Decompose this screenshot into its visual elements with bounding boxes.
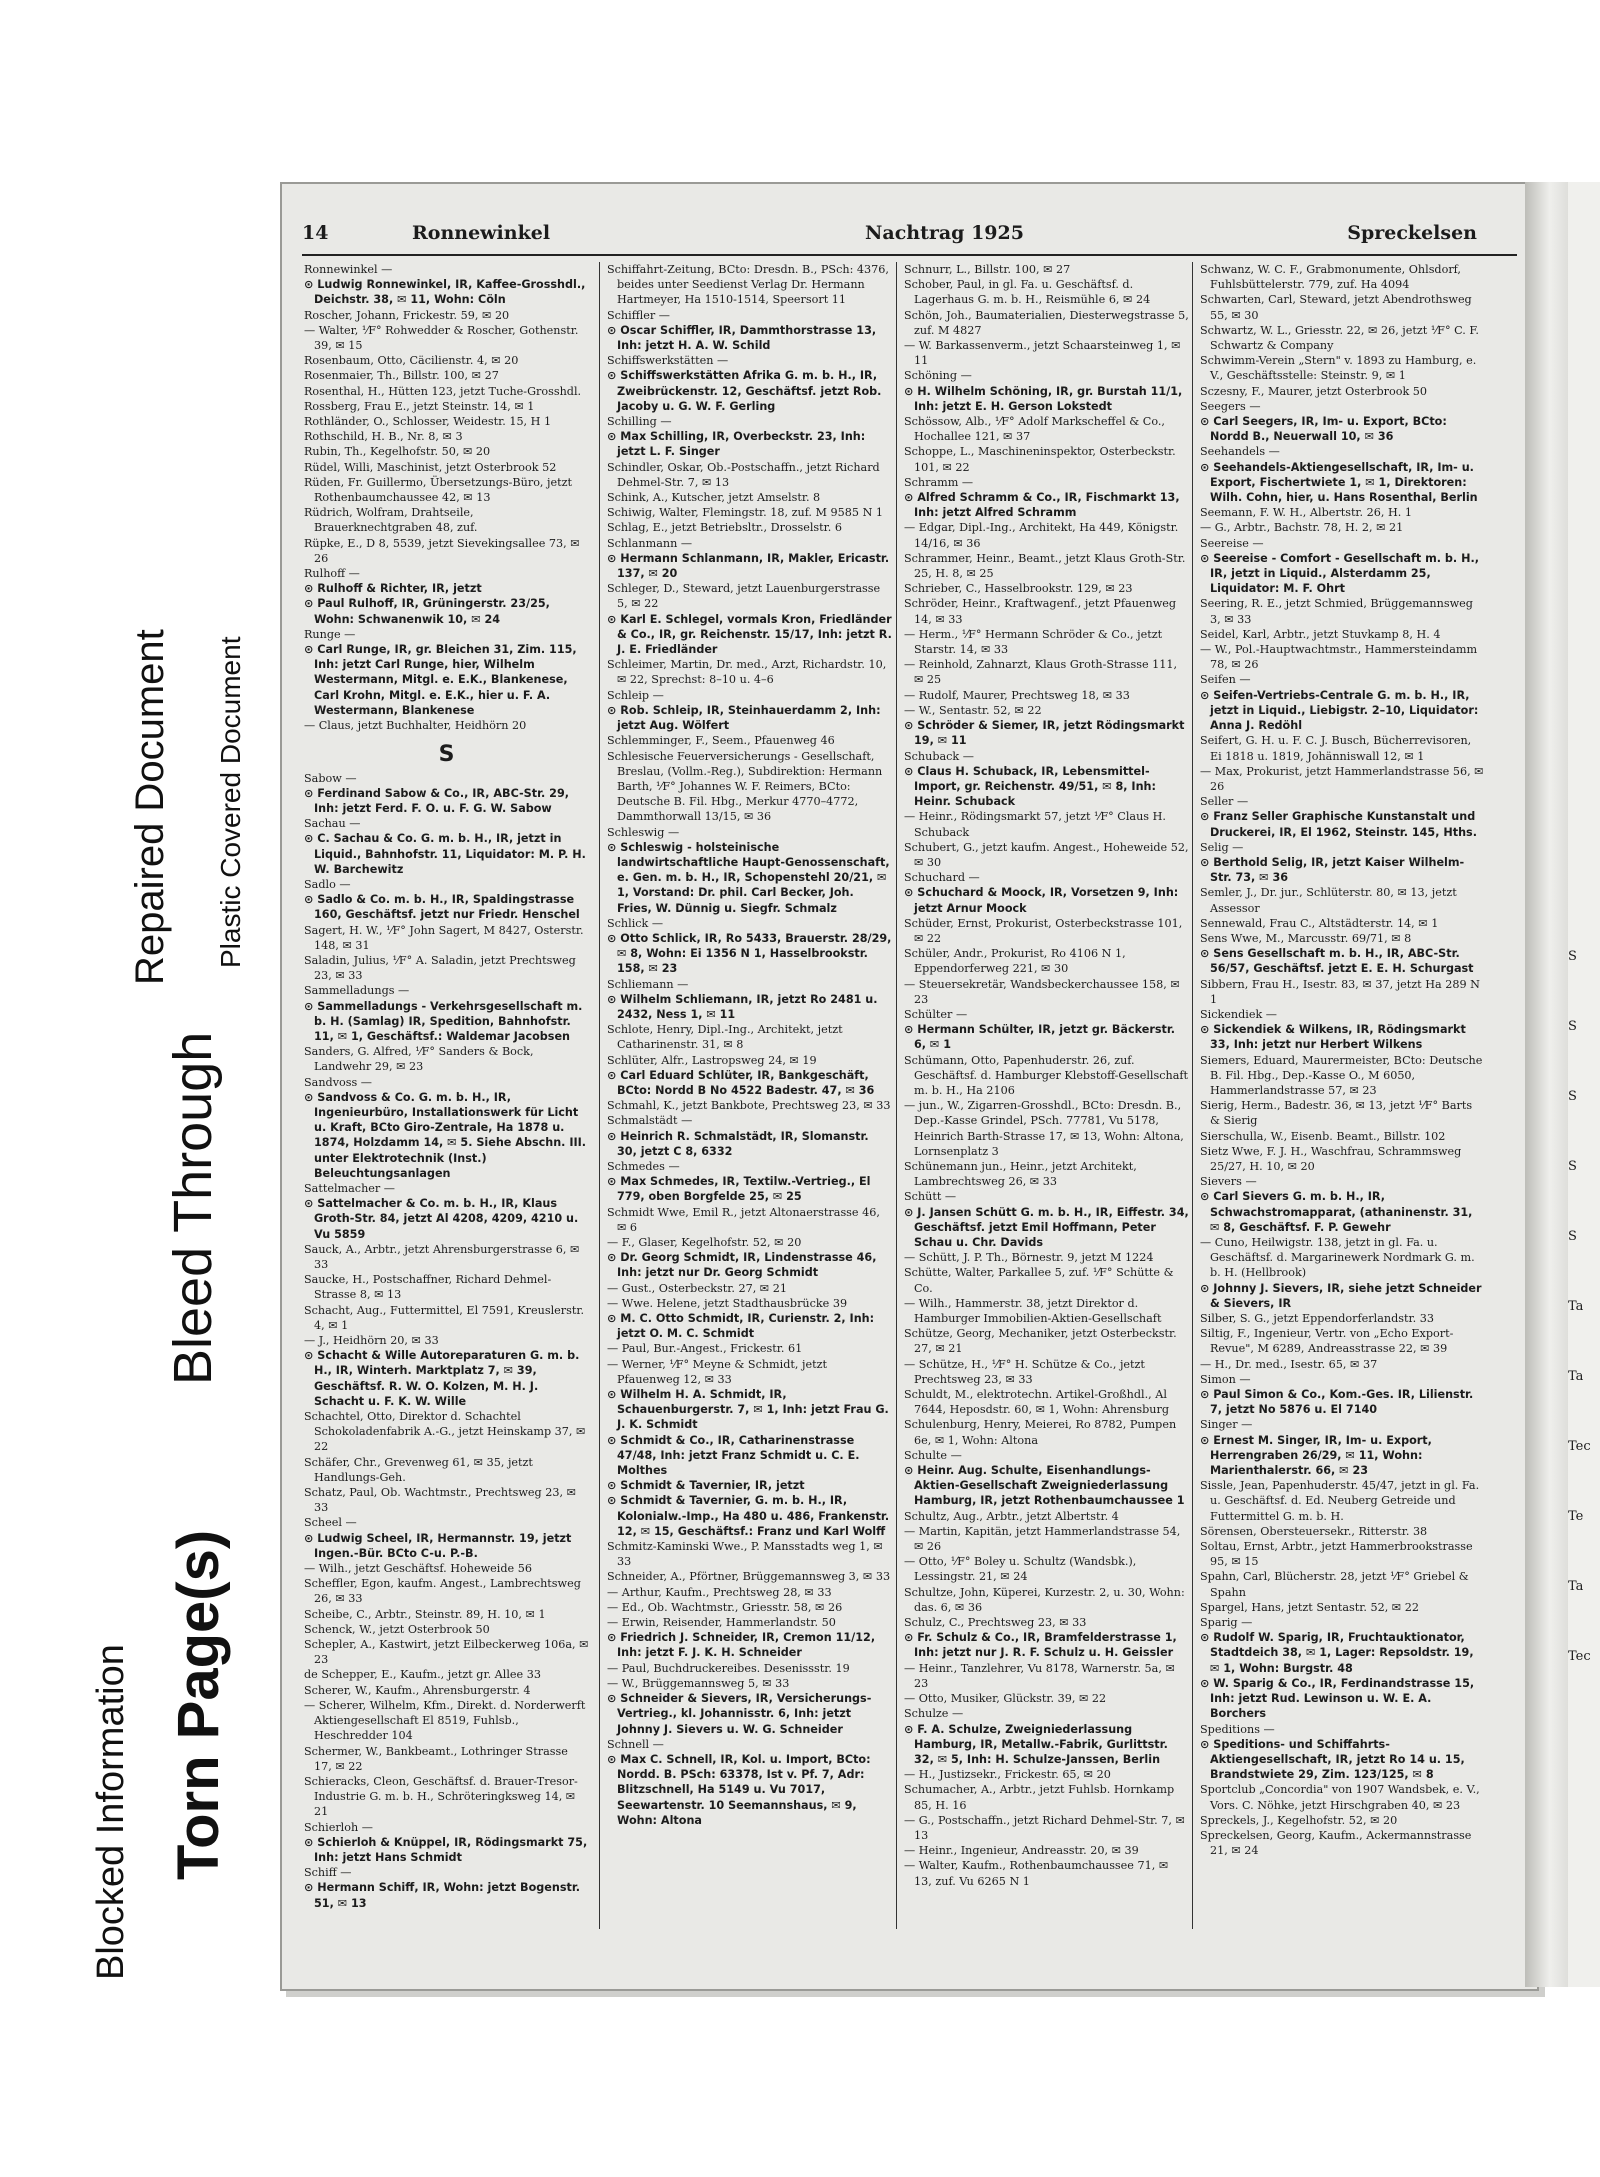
directory-entry: — Herm., ⅟F° Hermann Schröder & Co., jetzt Starstr. 14, ✉ 33	[904, 627, 1163, 657]
directory-entry: ⊙ Alfred Schramm & Co., IR, Fischmarkt 13, Inh: jetzt Alfred Schramm	[904, 491, 1180, 520]
directory-entry: Schleswig —	[607, 825, 680, 839]
directory-entry: — Walter, Kaufm., Rothenbaumchaussee 71, ✉ 13, zuf. Vu 6265 N 1	[904, 1859, 1169, 1888]
directory-entry: Schrammer, Heinr., Beamt., jetzt Klaus Groth-Str. 25, H. 8, ✉ 25	[904, 551, 1186, 581]
directory-entry: Scherer, W., Kaufm., Ahrensburgerstr. 4	[304, 1683, 531, 1697]
stamp-bleed-through: Bleed Through	[163, 1031, 223, 1385]
directory-entry: — W., Sentastr. 52, ✉ 22	[904, 703, 1042, 717]
adjacent-page-text: Tec	[1568, 1439, 1591, 1454]
directory-entry: ⊙ Carl Seegers, IR, Im- u. Export, BCto: Nordd B., Neuerwall 10, ✉ 36	[1200, 415, 1447, 444]
directory-entry: — H., Justizsekr., Frickestr. 65, ✉ 20	[904, 1768, 1111, 1782]
directory-entry: — Heinr., Tanzlehrer, Vu 8178, Warnerstr. 5a, ✉ 23	[904, 1661, 1175, 1690]
directory-entry: Sandvoss —	[304, 1075, 372, 1089]
directory-entry: ⊙ Ludwig Ronnewinkel, IR, Kaffee-Grosshdl., Deichstr. 38, ✉ 11, Wohn: Cöln	[304, 278, 586, 307]
header-first-entry: Ronnewinkel	[412, 222, 551, 244]
directory-entry: Runge —	[304, 627, 356, 641]
directory-entry: Schramm —	[904, 475, 974, 489]
directory-entry: Sparig —	[1200, 1616, 1253, 1630]
directory-entry: Sievers —	[1200, 1175, 1257, 1189]
directory-entry: ⊙ Seehandels-Aktiengesellschaft, IR, Im- u. Export, Fischertwiete 1, ✉ 1, Direktoren: Wilh. Cohn, hier, u. Hans Rosenthal, Berlin	[1200, 460, 1478, 505]
directory-entry: Sanders, G. Alfred, ⅟F° Sanders & Bock, Landwehr 29, ✉ 23	[304, 1045, 534, 1074]
directory-entry: Rüdrich, Wolfram, Drahtseile, Brauerknechtgraben 48, zuf.	[304, 506, 478, 535]
directory-entry: Spreckels, J., Kegelhofstr. 52, ✉ 20	[1200, 1813, 1398, 1827]
directory-entry: Sportclub „Concordia" von 1907 Wandsbek, e. V., Vors. C. Nöhke, jetzt Hirschgraben 40, ✉ 23	[1200, 1783, 1480, 1812]
directory-entry: — W. Barkassenverm., jetzt Schaarsteinweg 1, ✉ 11	[904, 339, 1181, 368]
directory-entry: Spargel, Hans, jetzt Sentastr. 52, ✉ 22	[1200, 1600, 1419, 1614]
directory-entry: Schümann, Otto, Papenhuderstr. 26, zuf. Geschäftsf. d. Hamburger Klebstoff-Gesellschaft m. b. H., Ha 2106	[904, 1053, 1188, 1097]
directory-entry: Schmalstädt —	[607, 1114, 693, 1128]
directory-entry: Seemann, F. W. H., Albertstr. 26, H. 1	[1200, 506, 1412, 520]
directory-entry: Sattelmacher —	[304, 1181, 395, 1195]
directory-entry: Siltig, F., Ingenieur, Vertr. von „Echo Export-Revue", M 6289, Andreasstrasse 22, ✉ 39	[1200, 1327, 1454, 1356]
directory-entry: ⊙ Speditions- und Schiffahrts-Aktiengesellschaft, IR, jetzt Ro 14 u. 15, Brandstwiete 29, Zim. 123/125, ✉ 8	[1200, 1737, 1465, 1782]
directory-entry: Rosenbaum, Otto, Cäcilienstr. 4, ✉ 20	[304, 354, 519, 368]
directory-entry: Schuldt, M., elektrotechn. Artikel-Großhdl., Al 7644, Heposdstr. 60, ✉ 1, Wohn: Ahrensburg	[904, 1388, 1170, 1417]
directory-entry: ⊙ Paul Simon & Co., Kom.-Ges. IR, Lilienstr. 7, jetzt No 5876 u. El 7140	[1200, 1388, 1474, 1417]
stamp-torn-pages: Torn Page(s)	[166, 1529, 231, 1880]
directory-entry: — Scherer, Wilhelm, Kfm., Direkt. d. Norderwerft Aktiengesellschaft El 8519, Fuhlsb., Heschredder 104	[304, 1698, 586, 1743]
directory-entry: Spreckelsen, Georg, Kaufm., Ackermannstrasse 21, ✉ 24	[1200, 1828, 1472, 1858]
directory-entry: ⊙ Carl Runge, IR, gr. Bleichen 31, Zim. 115, Inh: jetzt Carl Runge, hier, Wilhelm Westermann, Mitgl. e. E.K., Blankenese, Carl Krohn, Mitgl. e. E.K., hier u. F. A. Westermann, Blankenese	[304, 643, 577, 717]
directory-entry: Semler, J., Dr. jur., Schlüterstr. 80, ✉ 13, jetzt Assessor	[1200, 886, 1457, 915]
directory-entry: ⊙ Fr. Schulz & Co., IR, Bramfelderstrasse 1, Inh: jetzt nur J. R. F. Schulz u. H. Geissler	[904, 1631, 1177, 1660]
page-header	[302, 222, 1517, 252]
directory-entry: de Schepper, E., Kaufm., jetzt gr. Allee 33	[304, 1668, 541, 1682]
directory-entry: Sammelladungs —	[304, 984, 410, 998]
directory-entry: Scheffler, Egon, kaufm. Angest., Lambrechtsweg 26, ✉ 33	[304, 1577, 581, 1606]
directory-entry: — F., Glaser, Kegelhofstr. 52, ✉ 20	[607, 1236, 802, 1249]
directory-entry: ⊙ Claus H. Schuback, IR, Lebensmittel-Import, gr. Reichenstr. 49/51, ✉ 8, Inh: Heinr. Schuback	[904, 764, 1156, 809]
directory-entry: — Arthur, Kaufm., Prechtsweg 28, ✉ 33	[607, 1585, 832, 1599]
directory-entry: ⊙ Dr. Georg Schmidt, IR, Lindenstrasse 46, Inh: jetzt nur Dr. Georg Schmidt	[607, 1251, 877, 1280]
directory-entry: Schünemann jun., Heinr., jetzt Architekt, Lambrechtsweg 26, ✉ 33	[904, 1159, 1137, 1189]
directory-entry: — Otto, Musiker, Glückstr. 39, ✉ 22	[904, 1692, 1107, 1706]
column-divider	[896, 262, 897, 1929]
directory-entry: Schmitz-Kaminski Wwe., P. Mansstadts weg 1, ✉ 33	[607, 1540, 883, 1569]
directory-entry: — Max, Prokurist, jetzt Hammerlandstrasse 56, ✉ 26	[1200, 764, 1484, 793]
directory-entry: ⊙ Schierloh & Knüppel, IR, Rödingsmarkt 75, Inh: jetzt Hans Schmidt	[304, 1835, 588, 1864]
directory-entry: Rüden, Fr. Guillermo, Übersetzungs-Büro, jetzt Rothenbaumchaussee 42, ✉ 13	[304, 475, 573, 505]
directory-entry: Schink, A., Kutscher, jetzt Amselstr. 8	[607, 491, 821, 505]
directory-entry: ⊙ Max Schilling, IR, Overbeckstr. 23, Inh: jetzt L. F. Singer	[607, 430, 866, 459]
directory-entry: — H., Dr. med., Isestr. 65, ✉ 37	[1200, 1357, 1378, 1371]
stamp-blocked-information: Blocked Information	[90, 1644, 132, 1980]
directory-entry: — Heinr., Rödingsmarkt 57, jetzt ⅟F° Claus H. Schuback	[904, 810, 1166, 839]
directory-entry: ⊙ Paul Rulhoff, IR, Grüningerstr. 23/25, Wohn: Schwanenwik 10, ✉ 24	[304, 597, 550, 626]
directory-entry: Schachtel, Otto, Direktor d. Schachtel Schokoladenfabrik A.-G., jetzt Heinskamp 37, ✉ 22	[304, 1410, 586, 1454]
directory-entry: ⊙ Max Schmedes, IR, Textilw.-Vertrieg., El 779, oben Borgfelde 25, ✉ 25	[607, 1175, 871, 1204]
directory-entry: Sagert, H. W., ⅟F° John Sagert, M 8427, Osterstr. 148, ✉ 31	[304, 923, 584, 952]
directory-entry: Schliemann —	[607, 977, 689, 991]
directory-entry: ⊙ Schleswig - holsteinische landwirtschaftliche Haupt-Genossenschaft, e. Gen. m. b. H., IR, Schopenstehl 20/21, ✉ 1, Vorstand: Dr. phil. Carl Becker, Joh. Fries, W. Dünnig u. Siegfr. Schmalz	[607, 840, 890, 915]
directory-entry: Sabow —	[304, 771, 357, 785]
directory-entry: ⊙ J. Jansen Schütt G. m. b. H., IR, Eiffestr. 34, Geschäftsf. jetzt Emil Hoffmann, Peter Schau u. Chr. Davids	[904, 1205, 1189, 1249]
directory-entry: Sachau —	[304, 817, 361, 831]
directory-entry: ⊙ Schmidt & Co., IR, Catharinenstrasse 47/48, Inh: jetzt Franz Schmidt u. C. E. Molthes	[607, 1433, 860, 1478]
column-divider	[1192, 262, 1193, 1929]
directory-entry: — Wilh., jetzt Geschäftsf. Hoheweide 56	[304, 1562, 532, 1576]
directory-entry: Schiwig, Walter, Flemingstr. 18, zuf. M 9585 N 1	[607, 506, 884, 520]
directory-entry: — jun., W., Zigarren-Grosshdl., BCto: Dresdn. B., Dep.-Kasse Grindel, PSch. 77781, Vu 5178, Heinrich Barth-Strasse 17, ✉ 13, Wohn: Altona, Lornsenplatz 3	[904, 1099, 1184, 1158]
adjacent-page-text: Ta	[1568, 1369, 1584, 1384]
directory-entry: ⊙ Sandvoss & Co. G. m. b. H., IR, Ingenieurbüro, Installationswerk für Licht u. Kraft, BCto Giro-Zentrale, Ha 1878 u. 1874, Holzdamm 14, ✉ 5. Siehe Abschn. III. unter Elektrotechnik (Inst.) Beleuchtungsanlagen	[304, 1090, 587, 1180]
directory-entry: — J., Heidhörn 20, ✉ 33	[304, 1334, 439, 1348]
directory-entry: Schoppe, L., Maschineninspektor, Osterbeckstr. 101, ✉ 22	[904, 445, 1176, 474]
directory-entry: ⊙ Friedrich J. Schneider, IR, Cremon 11/12, Inh: jetzt F. J. K. H. Schneider	[607, 1631, 876, 1660]
directory-entry: ⊙ Hermann Schlanmann, IR, Makler, Ericastr. 137, ✉ 20	[607, 551, 890, 581]
adjacent-page-fragment	[1568, 182, 1600, 1987]
directory-entry: ⊙ Hermann Schülter, IR, jetzt gr. Bäckerstr. 6, ✉ 1	[904, 1023, 1176, 1052]
directory-entry: Schuback —	[904, 749, 974, 763]
directory-entry: Scheel —	[304, 1516, 357, 1530]
directory-entry: Schnurr, L., Billstr. 100, ✉ 27	[904, 263, 1071, 276]
directory-entry: Schiffler —	[607, 308, 670, 322]
directory-entry: ⊙ Carl Eduard Schlüter, IR, Bankgeschäft, BCto: Nordd B No 4522 Badestr. 47, ✉ 36	[607, 1068, 875, 1097]
directory-entry: Seller —	[1200, 795, 1249, 809]
directory-entry: Sierig, Herm., Badestr. 36, ✉ 13, jetzt ⅟F° Barts & Sierig	[1200, 1099, 1473, 1128]
adjacent-page-text: S	[1568, 1019, 1577, 1034]
directory-entry: ⊙ Wilhelm Schliemann, IR, jetzt Ro 2481 u. 2432, Ness 1, ✉ 11	[607, 992, 878, 1021]
directory-entry: — Paul, Buchdruckereibes. Desenissstr. 19	[607, 1661, 850, 1675]
directory-entry: — Steuersekretär, Wandsbeckerchaussee 158, ✉ 23	[904, 977, 1180, 1006]
directory-entry: Rossberg, Frau E., jetzt Steinstr. 14, ✉ 1	[304, 399, 535, 413]
directory-entry: Schwarten, Carl, Steward, jetzt Abendrothsweg 55, ✉ 30	[1200, 293, 1472, 322]
directory-entry: Schatz, Paul, Ob. Wachtmstr., Prechtsweg 23, ✉ 33	[304, 1486, 576, 1515]
directory-entry: Schön, Joh., Baumaterialien, Diesterwegstrasse 5, zuf. M 4827	[904, 308, 1189, 337]
directory-entry: ⊙ Heinrich R. Schmalstädt, IR, Slomanstr. 30, jetzt C 8, 6332	[607, 1129, 869, 1158]
header-rule	[302, 254, 1517, 256]
adjacent-page-text: Ta	[1568, 1579, 1584, 1594]
directory-entry: Sennewald, Frau C., Altstädterstr. 14, ✉ 1	[1200, 916, 1439, 930]
directory-entry: Schütte, Walter, Parkallee 5, zuf. ⅟F° Schütte & Co.	[904, 1266, 1174, 1295]
directory-entry: Schulenburg, Henry, Meierei, Ro 8782, Pumpen 6e, ✉ 1, Wohn: Altona	[904, 1418, 1177, 1447]
directory-entry: ⊙ Wilhelm H. A. Schmidt, IR, Schauenburgerstr. 7, ✉ 1, Inh: jetzt Frau G. J. K. Schmidt	[607, 1388, 889, 1432]
directory-entry: Schlick —	[607, 916, 664, 930]
directory-entry: Soltau, Ernst, Arbtr., jetzt Hammerbrookstrasse 95, ✉ 15	[1200, 1540, 1473, 1569]
directory-entry: Schindler, Oskar, Ob.-Postschaffn., jetzt Richard Dehmel-Str. 7, ✉ 13	[607, 460, 880, 489]
directory-entry: Schultze, John, Küperei, Kurzestr. 2, u. 30, Wohn: das. 6, ✉ 36	[904, 1585, 1185, 1614]
adjacent-page-text: Te	[1568, 1509, 1584, 1524]
directory-entry: ⊙ Schröder & Siemer, IR, jetzt Rödingsmarkt 19, ✉ 11	[904, 719, 1185, 748]
directory-entry: Sens Wwe, M., Marcusstr. 69/71, ✉ 8	[1200, 931, 1412, 945]
directory-entry: Rothländer, O., Schlosser, Weidestr. 15, H 1	[304, 415, 552, 429]
directory-entry: Schmidt Wwe, Emil R., jetzt Altonaerstrasse 46, ✉ 6	[607, 1205, 880, 1234]
column-divider	[599, 262, 600, 1929]
directory-entry: ⊙ W. Sparig & Co., IR, Ferdinandstrasse 15, Inh: jetzt Rud. Lewinson u. W. E. A. Borchers	[1200, 1676, 1475, 1721]
directory-entry: Schlesische Feuerversicherungs - Gesellschaft, Breslau, (Vollm.-Reg.), Subdirektion: Hermann Barth, ⅟F° Johannes W. F. Reimers, BCto: Deutsche B. Fil. Hbg., Merkur 4770–4772, Dammthorwall 13/15, ✉ 36	[607, 749, 883, 824]
directory-entry: Schilling —	[607, 415, 672, 429]
directory-entry: Seegers —	[1200, 399, 1261, 413]
directory-entry: ⊙ Sens Gesellschaft m. b. H., IR, ABC-Str. 56/57, Geschäftsf. jetzt E. E. H. Schurgast	[1200, 947, 1474, 976]
directory-entry: Schülter —	[904, 1007, 968, 1021]
directory-entry: Scheibe, C., Arbtr., Steinstr. 89, H. 10, ✉ 1	[304, 1607, 546, 1621]
directory-entry: Schlüter, Alfr., Lastropsweg 24, ✉ 19	[607, 1053, 817, 1067]
directory-entry: Schneider, A., Pförtner, Brüggemannsweg 3, ✉ 33	[607, 1570, 891, 1584]
directory-entry: ⊙ Schuchard & Moock, IR, Vorsetzen 9, Inh: jetzt Arnur Moock	[904, 886, 1179, 915]
directory-entry: Schlanmann —	[607, 536, 693, 550]
directory-entry: ⊙ Ferdinand Sabow & Co., IR, ABC-Str. 29, Inh: jetzt Ferd. F. O. u. F. G. W. Sabow	[304, 786, 569, 815]
directory-entry: — Otto, ⅟F° Boley u. Schultz (Wandsbk.), Lessingstr. 21, ✉ 24	[904, 1555, 1137, 1584]
directory-entry: Schössow, Alb., ⅟F° Adolf Markscheffel & Co., Hochallee 121, ✉ 37	[904, 415, 1165, 444]
directory-entry: — Rudolf, Maurer, Prechtsweg 18, ✉ 33	[904, 688, 1130, 702]
directory-entry: ⊙ H. Wilhelm Schöning, IR, gr. Burstah 11/1, Inh: jetzt E. H. Gerson Lokstedt	[904, 384, 1183, 413]
directory-entry: Schwimm-Verein „Stern" v. 1893 zu Hamburg, e. V., Geschäftsstelle: Steinstr. 9, ✉ 1	[1200, 354, 1477, 383]
directory-entry: Schmedes —	[607, 1159, 680, 1173]
directory-entry: Schwanz, W. C. F., Grabmonumente, Ohlsdorf, Fuhlsbüttelerstr. 779, zuf. Ha 4094	[1200, 263, 1461, 292]
directory-entry: Simon —	[1200, 1372, 1251, 1386]
directory-entry: ⊙ Seifen-Vertriebs-Centrale G. m. b. H., IR, jetzt in Liquid., Liebigstr. 2–10, Liquidator: Anna J. Redöhl	[1200, 688, 1479, 733]
directory-entry: Schüder, Ernst, Prokurist, Osterbeckstrasse 101, ✉ 22	[904, 916, 1183, 945]
adjacent-page-text: S	[1568, 949, 1577, 964]
column-2	[607, 262, 892, 1929]
directory-entry: ⊙ Ernest M. Singer, IR, Im- u. Export, Herrengraben 26/29, ✉ 11, Wohn: Marienthalerstr. 66, ✉ 23	[1200, 1433, 1432, 1478]
directory-entry: ⊙ Ludwig Scheel, IR, Hermannstr. 19, jetzt Ingen.-Bür. BCto C-u. P.-B.	[304, 1531, 572, 1560]
directory-entry: Schulte —	[904, 1448, 962, 1462]
directory-entry: Schlemminger, F., Seem., Pfauenweg 46	[607, 734, 835, 748]
directory-entry: Seifert, G. H. u. F. C. J. Busch, Bücherrevisoren, Ei 1818 u. 1819, Johänniswall 12, ✉ 1	[1200, 734, 1472, 763]
directory-entry: Sadlo —	[304, 877, 351, 891]
directory-entry: Schierloh —	[304, 1820, 373, 1834]
directory-entry: — Reinhold, Zahnarzt, Klaus Groth-Strasse 111, ✉ 25	[904, 658, 1178, 687]
directory-entry: Sierschulla, W., Eisenb. Beamt., Billstr. 102	[1200, 1129, 1446, 1143]
directory-entry: Saladin, Julius, ⅟F° A. Saladin, jetzt Prechtsweg 23, ✉ 33	[304, 953, 576, 983]
directory-entry: ⊙ Rulhoff & Richter, IR, jetzt	[304, 582, 482, 596]
adjacent-page-text: S	[1568, 1159, 1577, 1174]
directory-entry: Rothschild, H. B., Nr. 8, ✉ 3	[304, 430, 463, 444]
directory-entry: Schleip —	[607, 688, 664, 702]
directory-entry: ⊙ Berthold Selig, IR, jetzt Kaiser Wilhelm-Str. 73, ✉ 36	[1200, 855, 1465, 885]
adjacent-page-text: Ta	[1568, 1299, 1584, 1314]
directory-entry: ⊙ Rob. Schleip, IR, Steinhauerdamm 2, Inh: jetzt Aug. Wölfert	[607, 703, 881, 733]
directory-entry: Rubin, Th., Kegelhofstr. 50, ✉ 20	[304, 445, 491, 459]
directory-entry: — Schütze, H., ⅟F° H. Schütze & Co., jetzt Prechtsweg 23, ✉ 33	[904, 1357, 1145, 1386]
directory-entry: Schiff —	[304, 1866, 352, 1880]
directory-entry: Silber, S. G., jetzt Eppendorferlandstr. 33	[1200, 1312, 1434, 1326]
directory-entry: — Erwin, Reisender, Hammerlandstr. 50	[607, 1616, 836, 1630]
directory-entry: Schieracks, Cleon, Geschäftsf. d. Brauer-Tresor-Industrie G. m. b. H., Schröteringksweg 14, ✉ 21	[304, 1774, 578, 1819]
directory-entry: — Heinr., Ingenieur, Andreasstr. 20, ✉ 39	[904, 1844, 1139, 1858]
directory-entry: Sissle, Jean, Papenhuderstr. 45/47, jetzt in gl. Fa. u. Geschäftsf. d. Ed. Neuberg Getreide und Futtermittel G. m. b. H.	[1200, 1479, 1480, 1523]
directory-entry: ⊙ Johnny J. Sievers, IR, siehe jetzt Schneider & Sievers, IR	[1200, 1281, 1482, 1310]
directory-entry: Schulz, C., Prechtsweg 23, ✉ 33	[904, 1616, 1087, 1630]
directory-entry: Seifen —	[1200, 673, 1251, 687]
directory-entry: Rosenmaier, Th., Billstr. 100, ✉ 27	[304, 369, 499, 383]
directory-entry: ⊙ Rudolf W. Sparig, IR, Fruchtauktionator, Stadtdeich 38, ✉ 1, Lager: Repsoldstr. 19, ✉ 1, Wohn: Burgstr. 48	[1200, 1631, 1474, 1675]
directory-entry: Schultz, Aug., Arbtr., jetzt Albertstr. 4	[904, 1509, 1119, 1523]
directory-entry: ⊙ Karl E. Schlegel, vormals Kron, Friedländer & Co., IR, gr. Reichenstr. 15/17, Inh: jetzt R. J. E. Friedländer	[607, 612, 892, 657]
directory-entry: Schwartz, W. L., Griesstr. 22, ✉ 26, jetzt ⅟F° C. F. Schwartz & Company	[1200, 323, 1479, 353]
directory-entry: Schumacher, A., Arbtr., jetzt Fuhlsb. Hornkamp 85, H. 16	[904, 1783, 1175, 1812]
directory-entry: Schleger, D., Steward, jetzt Lauenburgerstrasse 5, ✉ 22	[607, 582, 881, 611]
directory-entry: Schiffahrt-Zeitung, BCto: Dresdn. B., PSch: 4376, beides unter Seedienst Verlag Dr. Hermann Hartmeyer, Ha 1510-1514, Speersort 11	[607, 263, 889, 307]
directory-entry: Sickendiek —	[1200, 1007, 1277, 1021]
directory-entry: ⊙ Sammelladungs - Verkehrsgesellschaft m. b. H. (Samlag) IR, Spedition, Bahnhofstr. 11, ✉ 1, Geschäftsf.: Waldemar Jacobsen	[304, 999, 583, 1043]
directory-entry: Rulhoff —	[304, 567, 360, 581]
directory-entry: — Ed., Ob. Wachtmstr., Griesstr. 58, ✉ 26	[607, 1600, 843, 1614]
directory-entry: — Schütt, J. P. Th., Börnestr. 9, jetzt M 1224	[904, 1251, 1154, 1265]
directory-entry: Roscher, Johann, Frickestr. 59, ✉ 20	[304, 308, 510, 322]
directory-entry: Seering, R. E., jetzt Schmied, Brüggemannsweg 3, ✉ 33	[1200, 597, 1473, 626]
adjacent-page-text: Tec	[1568, 1649, 1591, 1664]
directory-entry: Schröder, Heinr., Kraftwagenf., jetzt Pfauenweg 14, ✉ 33	[904, 597, 1177, 626]
adjacent-page-text: S	[1568, 1229, 1577, 1244]
directory-entry: ⊙ Schneider & Sievers, IR, Versicherungs-Vertrieg., kl. Johannisstr. 6, Inh: jetzt Johnny J. Sievers u. W. G. Schneider	[607, 1692, 872, 1736]
directory-entry: Schulze —	[904, 1707, 964, 1721]
stamp-repaired-document: Repaired Document	[128, 629, 172, 985]
adjacent-page-text: S	[1568, 1089, 1577, 1104]
directory-entry: Schepler, A., Kastwirt, jetzt Eilbeckerweg 106a, ✉ 23	[304, 1638, 589, 1667]
column-1	[304, 262, 589, 1929]
directory-entry: Schäfer, Chr., Grevenweg 61, ✉ 35, jetzt Handlungs-Geh.	[304, 1455, 533, 1484]
directory-entry: — G., Postschaffn., jetzt Richard Dehmel-Str. 7, ✉ 13	[904, 1813, 1185, 1842]
directory-entry: ⊙ Sadlo & Co. m. b. H., IR, Spaldingstrasse 160, Geschäftsf. jetzt nur Friedr. Henschel	[304, 893, 580, 922]
directory-entry: ⊙ Schacht & Wille Autoreparaturen G. m. b. H., IR, Winterh. Marktplatz 7, ✉ 39, Geschäftsf. R. W. O. Kolzen, M. H. J. Schacht u. F. K. W. Wille	[304, 1349, 580, 1408]
section-letter: S	[438, 742, 455, 768]
directory-entry: Siemers, Eduard, Maurermeister, BCto: Deutsche B. Fil. Hbg., Dep.-Kasse O., M 6050, Hammerlandstrasse 57, ✉ 23	[1200, 1053, 1483, 1097]
directory-entry: — Wwe. Helene, jetzt Stadthausbrücke 39	[607, 1296, 848, 1310]
directory-entry: Sörensen, Obersteuersekr., Ritterstr. 38	[1200, 1524, 1428, 1538]
directory-entry: Rüpke, E., D 8, 5539, jetzt Sievekingsallee 73, ✉ 26	[304, 536, 580, 565]
header-title: Nachtrag 1925	[865, 222, 1024, 244]
directory-entry: Singer —	[1200, 1418, 1253, 1432]
directory-entry: ⊙ Sattelmacher & Co. m. b. H., IR, Klaus Groth-Str. 84, jetzt Al 4208, 4209, 4210 u. Vu 5859	[304, 1197, 579, 1241]
column-4	[1200, 262, 1485, 1929]
directory-entry: Rosenthal, H., Hütten 123, jetzt Tuche-Grosshdl.	[304, 384, 582, 398]
directory-entry: ⊙ Seereise - Comfort - Gesellschaft m. b. H., IR, jetzt in Liquid., Alsterdamm 25, Liquidator: M. F. Ohrt	[1200, 551, 1479, 596]
directory-entry: — W., Pol.-Hauptwachtmstr., Hammersteindamm 78, ✉ 26	[1200, 643, 1478, 672]
directory-entry: — Cuno, Heilwigstr. 138, jetzt in gl. Fa. u. Geschäftsf. d. Margarinewerk Nordmark G. m. b. H. (Hellbrook)	[1200, 1236, 1475, 1280]
directory-page	[280, 182, 1539, 1991]
directory-entry: Speditions —	[1200, 1722, 1275, 1736]
directory-entry: Schubert, G., jetzt kaufm. Angest., Hoheweide 52, ✉ 30	[904, 840, 1189, 869]
directory-entry: Schlote, Henry, Dipl.-Ing., Architekt, jetzt Catharinenstr. 31, ✉ 8	[607, 1023, 843, 1052]
directory-entry: Schöning —	[904, 369, 972, 383]
directory-entry: — Wilh., Hammerstr. 38, jetzt Direktor d. Hamburger Immobilien-Aktien-Gesellschaft	[904, 1296, 1162, 1326]
directory-entry: Saucke, H., Postschaffner, Richard Dehmel-Strasse 8, ✉ 13	[304, 1273, 552, 1302]
directory-entry: — Walter, ⅟F° Rohwedder & Roscher, Gothenstr. 39, ✉ 15	[304, 323, 579, 353]
directory-entry: ⊙ Heinr. Aug. Schulte, Eisenhandlungs-Aktien-Gesellschaft Zweigniederlassung Hamburg, IR, jetzt Rothenbaumchaussee 1	[904, 1464, 1185, 1508]
directory-entry: ⊙ Schiffswerkstätten Afrika G. m. b. H., IR, Zweibrückenstr. 12, Geschäftsf. jetzt Rob. Jacoby u. G. W. F. Gerling	[607, 369, 882, 413]
directory-entry: — Martin, Kapitän, jetzt Hammerlandstrasse 54, ✉ 26	[904, 1524, 1181, 1554]
column-3	[904, 262, 1189, 1929]
directory-entry: ⊙ M. C. Otto Schmidt, IR, Curienstr. 2, Inh: jetzt O. M. C. Schmidt	[607, 1312, 875, 1341]
directory-entry: Sauck, A., Arbtr., jetzt Ahrensburgerstrasse 6, ✉ 33	[304, 1242, 580, 1271]
directory-entry: Schacht, Aug., Futtermittel, El 7591, Kreuslerstr. 4, ✉ 1	[304, 1303, 585, 1332]
directory-entry: Schenck, W., jetzt Osterbrook 50	[304, 1622, 490, 1636]
directory-entry: Schüler, Andr., Prokurist, Ro 4106 N 1, Eppendorferweg 221, ✉ 30	[904, 947, 1126, 976]
page-number: 14	[302, 222, 329, 244]
directory-entry: Seidel, Karl, Arbtr., jetzt Stuvkamp 8, H. 4	[1200, 627, 1441, 641]
directory-entry: — W., Brüggemannsweg 5, ✉ 33	[607, 1676, 790, 1690]
directory-entry: ⊙ Carl Sievers G. m. b. H., IR, Schwachstromapparat, (athaninenstr. 31, ✉ 8, Geschäftsf. F. P. Gewehr	[1200, 1190, 1473, 1234]
directory-entry: ⊙ Hermann Schiff, IR, Wohn: jetzt Bogenstr. 51, ✉ 13	[304, 1881, 580, 1910]
directory-entry: Schlag, E., jetzt Betriebsltr., Drosselstr. 6	[607, 521, 842, 535]
directory-entry: ⊙ C. Sachau & Co. G. m. b. H., IR, jetzt in Liquid., Bahnhofstr. 11, Liquidator: M. P. H. W. Barchewitz	[304, 832, 586, 876]
directory-entry: ⊙ Schmidt & Tavernier, IR, jetzt	[607, 1479, 805, 1493]
directory-entry: Rüdel, Willi, Maschinist, jetzt Osterbrook 52	[304, 460, 557, 474]
directory-entry: Schiffswerkstätten —	[607, 354, 729, 368]
directory-entry: Schnell —	[607, 1737, 664, 1751]
directory-entry: ⊙ Otto Schlick, IR, Ro 5433, Brauerstr. 28/29, ✉ 8, Wohn: Ei 1356 N 1, Hasselbrookstr. 158, ✉ 23	[607, 931, 892, 976]
directory-entry: — G., Arbtr., Bachstr. 78, H. 2, ✉ 21	[1200, 521, 1404, 535]
directory-entry: ⊙ F. A. Schulze, Zweigniederlassung Hamburg, IR, Metallw.-Fabrik, Gurlittstr. 32, ✉ 5, Inh: H. Schulze-Janssen, Berlin	[904, 1722, 1168, 1766]
directory-entry: Schleimer, Martin, Dr. med., Arzt, Richardstr. 10, ✉ 22, Sprechst: 8–10 u. 4–6	[607, 658, 887, 687]
directory-entry: Seereise —	[1200, 536, 1264, 550]
directory-entry: Seehandels —	[1200, 445, 1280, 459]
directory-entry: ⊙ Oscar Schiffler, IR, Dammthorstrasse 13, Inh: jetzt H. A. W. Schild	[607, 323, 877, 353]
directory-entry: Schuchard —	[904, 871, 980, 885]
directory-entry: Selig —	[1200, 840, 1244, 854]
directory-entry: Sczesny, F., Maurer, jetzt Osterbrook 50	[1200, 384, 1428, 398]
directory-entry: Schmahl, K., jetzt Bankbote, Prechtsweg 23, ✉ 33	[607, 1099, 891, 1113]
directory-entry: Schütze, Georg, Mechaniker, jetzt Osterbeckstr. 27, ✉ 21	[904, 1327, 1177, 1356]
directory-entry: Schober, Paul, in gl. Fa. u. Geschäftsf. d. Lagerhaus G. m. b. H., Reismühle 6, ✉ 24	[904, 278, 1151, 307]
directory-entry: Schermer, W., Bankbeamt., Lothringer Strasse 17, ✉ 22	[304, 1744, 568, 1773]
directory-entry: Schütt —	[904, 1190, 957, 1204]
directory-entry: Spahn, Carl, Blücherstr. 28, jetzt ⅟F° Griebel & Spahn	[1200, 1570, 1469, 1599]
directory-entry: ⊙ Schmidt & Tavernier, G. m. b. H., IR, Kolonialw.-Imp., Ha 480 u. 486, Frankenstr. 12, ✉ 15, Geschäftsf.: Franz und Karl Wolff	[607, 1494, 890, 1538]
directory-entry: — Werner, ⅟F° Meyne & Schmidt, jetzt Pfauenweg 12, ✉ 33	[607, 1357, 827, 1386]
directory-entry: — Paul, Bur.-Angest., Frickestr. 61	[607, 1342, 803, 1356]
directory-entry: ⊙ Max C. Schnell, IR, Kol. u. Import, BCto: Nordd. B. PSch: 63378, Ist v. Pf. 7, Adr: Blitzschnell, Ha 5149 u. Vu 7017, Seewartenstr. 10 Seemannshaus, ✉ 9, Wohn: Altona	[607, 1752, 871, 1827]
directory-entry: — Claus, jetzt Buchhalter, Heidhörn 20	[304, 719, 527, 733]
directory-entry: — Edgar, Dipl.-Ing., Architekt, Ha 449, Königstr. 14/16, ✉ 36	[904, 521, 1179, 550]
header-last-entry: Spreckelsen	[1347, 222, 1477, 244]
directory-entry: Sibbern, Frau H., Isestr. 83, ✉ 37, jetzt Ha 289 N 1	[1200, 977, 1480, 1006]
directory-entry: ⊙ Sickendiek & Wilkens, IR, Rödingsmarkt 33, Inh: jetzt nur Herbert Wilkens	[1200, 1023, 1466, 1052]
directory-entry: Schrieber, C., Hasselbrookstr. 129, ✉ 23	[904, 582, 1133, 596]
directory-entry: Ronnewinkel —	[304, 263, 393, 276]
directory-entry: ⊙ Franz Seller Graphische Kunstanstalt und Druckerei, IR, El 1962, Steinstr. 145, Hths.	[1200, 810, 1477, 839]
stamp-plastic-covered: Plastic Covered Document	[215, 636, 246, 968]
directory-entry: — Gust., Osterbeckstr. 27, ✉ 21	[607, 1281, 787, 1295]
directory-entry: Sietz Wwe, F. J. H., Waschfrau, Schrammsweg 25/27, H. 10, ✉ 20	[1200, 1144, 1462, 1173]
